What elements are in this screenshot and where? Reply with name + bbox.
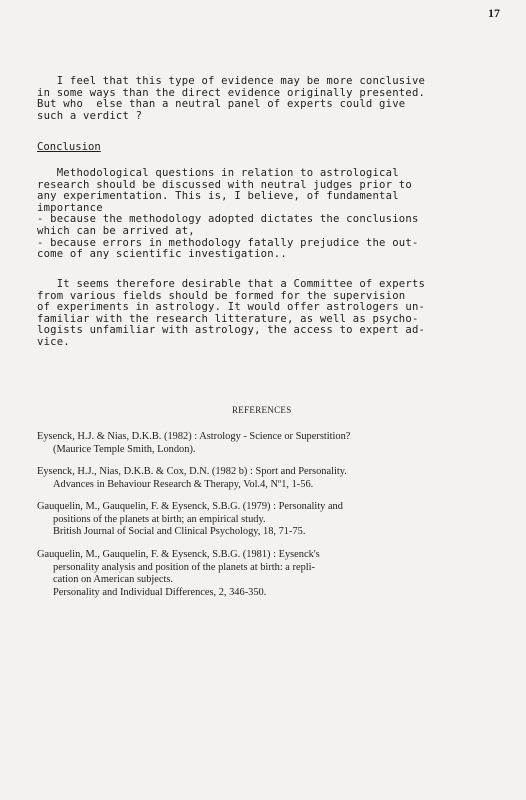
paragraph-committee — [37, 279, 425, 349]
text-line: But who else than a neutral panel of experts could give — [37, 98, 406, 111]
reference-line: Eysenck, H.J., Nias, D.K.B. & Cox, D.N. (1982 b) : Sport and Personality. — [37, 466, 347, 477]
reference-line: Advances in Behaviour Research & Therapy, Vol.4, Nº1, 1-56. — [53, 478, 314, 490]
reference-entry — [37, 501, 343, 539]
text-line: research should be discussed with neutral judges prior to — [37, 178, 412, 191]
text-line: It seems therefore desirable that a Committee of experts — [37, 278, 426, 290]
text-line: - because the methodology adopted dictates the conclusions — [37, 213, 419, 226]
text-line: from various fields should be formed for the supervision — [37, 289, 406, 302]
reference-line: Gauquelin, M., Gauquelin, F. & Eysenck, S.B.G. (1981) : Eysenck's — [37, 549, 320, 560]
reference-entry — [37, 549, 320, 599]
text-line: any experimentation. This is, I believe, of fundamental — [37, 190, 399, 203]
conclusion-heading: Conclusion — [37, 141, 101, 153]
text-line: - because errors in methodology fatally prejudice the out- — [37, 236, 419, 249]
references-title: REFERENCES — [232, 405, 292, 415]
reference-line: British Journal of Social and Clinical Psychology, 18, 71-75. — [53, 526, 306, 538]
reference-entry — [37, 466, 347, 491]
text-line: importance — [37, 201, 103, 214]
text-line: come of any scientific investigation.. — [37, 248, 287, 261]
text-line: Methodological questions in relation to astrological — [37, 167, 399, 179]
paragraph-methodology — [37, 168, 419, 261]
paragraph-evidence — [37, 76, 425, 122]
reference-line: personality analysis and position of the planets at birth: a repli- — [53, 561, 316, 573]
text-line: which can be arrived at, — [37, 224, 195, 237]
text-line: familiar with the research litterature, as well as psycho- — [37, 312, 419, 325]
reference-line: Personality and Individual Differences, 2, 346-350. — [53, 586, 267, 598]
reference-entry — [37, 431, 350, 456]
text-line: I feel that this type of evidence may be more conclusive — [37, 75, 426, 87]
text-line: such a verdict ? — [37, 109, 143, 122]
text-line: of experiments in astrology. It would offer astrologers un- — [37, 301, 426, 314]
reference-line: positions of the planets at birth; an empirical study. — [53, 513, 266, 525]
page-number: 17 — [488, 6, 500, 20]
text-line: logists unfamiliar with astrology, the access to expert ad- — [37, 324, 426, 337]
reference-line: cation on American subjects. — [53, 574, 174, 586]
reference-line: Gauquelin, M., Gauquelin, F. & Eysenck, S.B.G. (1979) : Personality and — [37, 501, 343, 512]
reference-line: (Maurice Temple Smith, London). — [53, 443, 196, 455]
text-line: vice. — [37, 335, 70, 348]
text-line: in some ways than the direct evidence originally presented. — [37, 86, 426, 99]
reference-line: Eysenck, H.J. & Nias, D.K.B. (1982) : Astrology - Science or Superstition? — [37, 431, 351, 442]
